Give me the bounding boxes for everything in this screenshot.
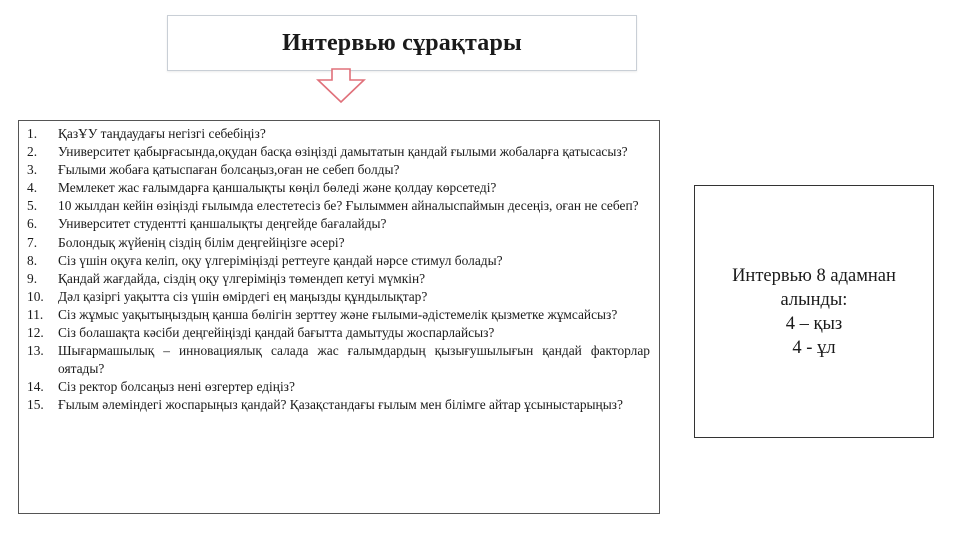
info-line-4: 4 - ұл [792,337,836,358]
question-list [27,125,650,415]
question-number: 10. [27,288,44,304]
question-item [27,288,650,306]
question-text: Университет студентті қаншалықты деңгейде бағалайды? [58,216,387,232]
question-number: 3. [27,162,38,178]
question-item [27,378,650,396]
question-number: 9. [27,270,38,286]
interview-info-box [694,185,934,438]
down-arrow-icon [316,68,366,104]
question-item [27,342,650,378]
question-number: 15. [27,397,44,413]
info-line-2: алынды: [780,289,848,310]
question-item [27,197,650,215]
question-item [27,306,650,324]
question-item [27,215,650,233]
question-item [27,179,650,197]
question-number: 4. [27,180,38,196]
question-text: ҚазҰУ таңдаудағы негізгі себебіңіз? [58,126,266,141]
question-number: 11. [27,306,44,322]
question-text: Болондық жүйенің сіздің білім деңгейіңізге әсері? [58,234,345,250]
question-number: 8. [27,252,38,268]
info-line-3: 4 – қыз [785,313,843,334]
question-item [27,143,650,161]
question-number: 1. [27,126,38,141]
title-box [167,15,637,71]
question-text: Мемлекет жас ғалымдарға қаншалықты көңіл бөледі және қолдау көрсетеді? [58,180,497,196]
question-item [27,252,650,270]
question-text: Ғылым әлеміндегі жоспарыңыз қандай? Қазақстандағы ғылым мен білімге айтар ұсыныстарыңыз? [58,397,623,413]
question-number: 14. [27,379,44,395]
question-number: 5. [27,198,38,214]
question-number: 6. [27,216,38,232]
info-line-1: Интервью 8 адамнан [732,265,896,286]
question-text: Ғылыми жобаға қатыспаған болсаңыз,оған не себеп болды? [58,162,400,178]
question-text: Сіз болашақта кәсіби деңгейіңізді қандай бағытта дамытуды жоспарлайсыз? [58,325,495,341]
question-item [27,324,650,342]
question-text: Сіз жұмыс уақытыңыздың қанша бөлігін зерттеу және ғылыми-әдістемелік қызметке жұмсайсыз? [58,306,618,322]
question-text: Қандай жағдайда, сіздің оқу үлгеріміңіз төмендеп кетуі мүмкін? [58,270,426,286]
question-text: Сіз ректор болсаңыз нені өзгертер едіңіз? [58,379,295,395]
question-text: 10 жылдан кейін өзіңізді ғылымда елестетесіз бе? Ғылыммен айналыспаймын десеңіз, оған не себеп? [58,198,639,214]
question-text: Университет қабырғасында,оқудан басқа өзіңізді дамытатын қандай ғылыми жобаларға қатысасыз? [58,144,628,160]
question-text: Шығармашылық – инновациялық салада жас ғалымдардың қызығушылығын қандай факторлар оятады? [58,343,650,377]
question-text: Дәл қазіргі уақытта сіз үшін өмірдегі ең маңызды құндылықтар? [58,288,428,304]
question-item [27,396,650,414]
question-item [27,234,650,252]
question-number: 7. [27,234,38,250]
question-number: 13. [27,343,44,359]
question-item [27,270,650,288]
question-item [27,125,650,143]
question-number: 2. [27,144,38,160]
page-title: Интервью сұрақтары [282,29,522,56]
question-item [27,161,650,179]
question-number: 12. [27,325,44,341]
question-text: Сіз үшін оқуға келіп, оқу үлгеріміңізді реттеуге қандай нәрсе стимул болады? [58,252,503,268]
questions-box [18,120,660,514]
